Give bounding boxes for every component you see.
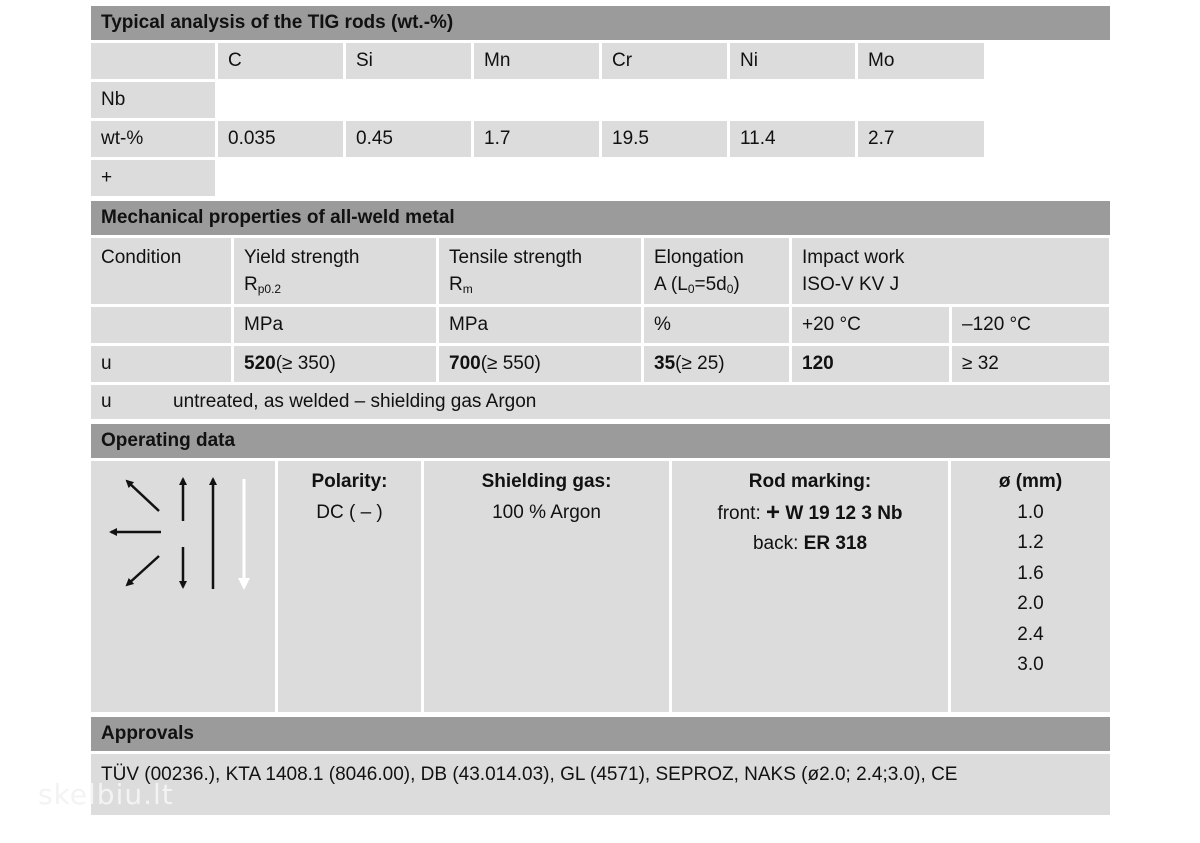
tensile-subscript: m: [462, 282, 473, 296]
diameter-cell: [951, 461, 1110, 712]
elongation-formula: A (L: [654, 274, 688, 295]
yield-min: (≥ 350): [275, 353, 336, 374]
approvals-text: TÜV (00236.), KTA 1408.1 (8046.00), DB (43.014.03), GL (4571), SEPROZ, NAKS (ø2.0; 2.4;3.0), CE: [91, 754, 1110, 815]
tensile-value: [439, 346, 641, 382]
elongation-value-number: 35: [654, 353, 676, 374]
diameter-item: 3.0: [1017, 654, 1044, 675]
welding-positions-graphic: [91, 461, 275, 712]
diameter-item: 2.4: [1017, 623, 1044, 645]
marking-back: [753, 529, 867, 560]
operating-header: Operating data: [91, 424, 1110, 458]
analysis-value: +: [91, 160, 215, 196]
impact-method: ISO-V KV J: [802, 274, 900, 295]
marking-front: [717, 498, 902, 530]
analysis-header-cell: Mo: [858, 43, 984, 79]
note-text: untreated, as welded – shielding gas Argon: [173, 391, 537, 412]
impact-minus120-value: ≥ 32: [952, 346, 1109, 382]
mechanical-header: Mechanical properties of all-weld metal: [91, 201, 1110, 235]
analysis-header-cell: Si: [346, 43, 471, 79]
analysis-value: 11.4: [730, 121, 855, 157]
tensile-value-number: 700: [449, 353, 481, 374]
condition-note: [91, 385, 1110, 419]
approvals-header: Approvals: [91, 717, 1110, 751]
rod-marking-cell: [672, 461, 948, 712]
elongation-label: Elongation: [654, 247, 744, 268]
elongation-min: (≥ 25): [675, 353, 725, 374]
analysis-header-cell: Ni: [730, 43, 855, 79]
diameter-item: 1.2: [1017, 532, 1044, 553]
marking-front-value: W 19 12 3 Nb: [785, 502, 903, 524]
impact-20-value: [792, 346, 949, 382]
condition-header: Condition: [91, 238, 231, 304]
analysis-values-row: [91, 121, 1110, 196]
analysis-header-cell: Mn: [474, 43, 599, 79]
marking-front-label: front:: [717, 502, 761, 524]
elongation-formula: =5d: [694, 274, 727, 295]
diameter-label: ø (mm): [998, 471, 1063, 492]
diameter-item: 1.6: [1017, 562, 1044, 584]
impact-header: [792, 238, 1109, 304]
analysis-row-label: wt-%: [91, 121, 215, 157]
datasheet: [91, 6, 1110, 815]
analysis-table: [91, 43, 1110, 118]
polarity-cell: [278, 461, 421, 712]
shielding-gas-cell: [424, 461, 669, 712]
tensile-label: Tensile strength: [449, 247, 583, 268]
analysis-value: 0.035: [218, 121, 343, 157]
analysis-value: 0.45: [346, 121, 471, 157]
yield-unit: MPa: [234, 307, 436, 343]
yield-value: [234, 346, 436, 382]
elongation-formula: ): [733, 274, 740, 295]
tensile-unit: MPa: [439, 307, 641, 343]
units-empty-cell: [91, 307, 231, 343]
analysis-value: 19.5: [602, 121, 727, 157]
impact-unit-minus120: –120 °C: [952, 307, 1109, 343]
plus-icon: +: [766, 498, 781, 526]
analysis-header-cell: C: [218, 43, 343, 79]
elongation-header: [644, 238, 789, 304]
analysis-header: Typical analysis of the TIG rods (wt.-%): [91, 6, 1110, 40]
marking-label: Rod marking:: [748, 471, 872, 492]
impact-unit-20: +20 °C: [792, 307, 949, 343]
impact-20-number: 120: [802, 353, 834, 374]
note-key: u: [101, 391, 112, 412]
marking-back-label: back:: [752, 533, 799, 554]
analysis-value: 2.7: [858, 121, 984, 157]
elongation-unit: %: [644, 307, 789, 343]
elongation-subscript: 0: [726, 282, 734, 296]
tensile-header: [439, 238, 641, 304]
mechanical-table: [91, 238, 1110, 382]
tensile-min: (≥ 550): [480, 353, 541, 374]
diameter-item: 1.0: [1017, 501, 1044, 523]
operating-table: [91, 461, 1110, 712]
yield-value-number: 520: [244, 353, 276, 374]
analysis-header-cell: Nb: [91, 82, 215, 118]
impact-label: Impact work: [802, 247, 905, 268]
analysis-value: 1.7: [474, 121, 599, 157]
gas-value: 100 % Argon: [492, 501, 601, 523]
analysis-header-cell: Cr: [602, 43, 727, 79]
elongation-value: [644, 346, 789, 382]
yield-header: [234, 238, 436, 304]
polarity-label: Polarity:: [311, 471, 388, 492]
diameter-item: 2.0: [1017, 593, 1044, 614]
tensile-symbol: R: [449, 274, 463, 295]
yield-subscript: p0.2: [257, 282, 282, 296]
gas-label: Shielding gas:: [481, 471, 612, 492]
watermark: skelbiu.lt: [38, 778, 174, 811]
elongation-subscript: 0: [687, 282, 695, 296]
polarity-value: DC ( – ): [316, 501, 383, 523]
welding-positions-icon: [91, 461, 275, 712]
yield-label: Yield strength: [244, 247, 360, 268]
marking-back-value: ER 318: [803, 533, 868, 554]
condition-value: u: [91, 346, 231, 382]
analysis-header-cell: [91, 43, 215, 79]
yield-symbol: R: [244, 274, 258, 295]
